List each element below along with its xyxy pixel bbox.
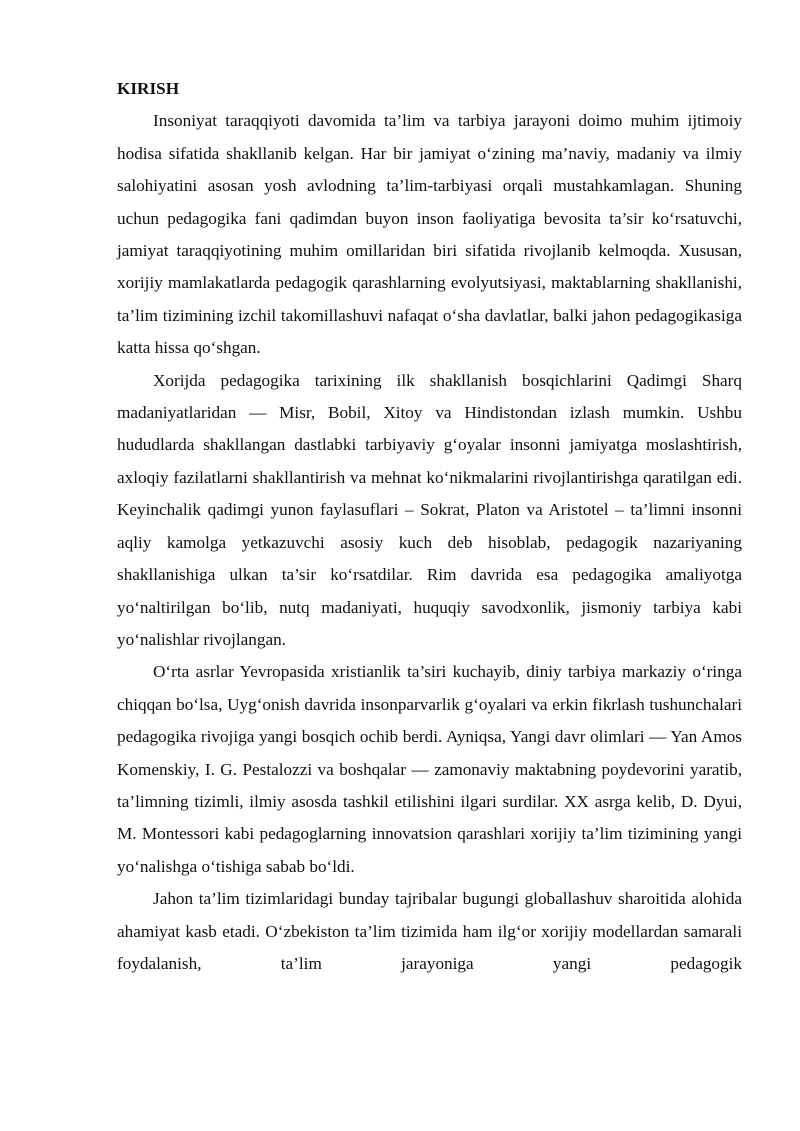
document-page	[117, 73, 742, 980]
paragraph-4: Jahon ta’lim tizimlaridagi bunday tajribalar bugungi globallashuv sharoitida alohida ahamiyat kasb etadi. O‘zbekiston ta’lim tizimida ham ilg‘or xorijiy modellardan samarali foydalanish, ta’lim jarayoniga yangi pedagogik	[117, 889, 742, 973]
paragraph-2: Xorijda pedagogika tarixining ilk shakllanish bosqichlarini Qadimgi Sharq madaniyatlaridan — Misr, Bobil, Xitoy va Hindistondan izlash mumkin. Ushbu hududlarda shakllangan dastlabki tarbiyaviy g‘oyalar insonni jamiyatga moslashtirish, axloqiy fazilatlarni shakllantirish va mehnat ko‘nikmalarini rivojlantirishga qaratilgan edi. Keyinchalik qadimgi yunon faylasuflari – Sokrat, Platon va Aristotel – ta’limni insonni aqliy kamolga yetkazuvchi asosiy kuch deb hisoblab, pedagogik nazariyaning shakllanishiga ulkan ta’sir ko‘rsatdilar. Rim davrida esa pedagogika amaliyotga yo‘naltirilgan bo‘lib, nutq madaniyati, huquqiy savodxonlik, jismoniy tarbiya kabi yo‘nalishlar rivojlangan.	[117, 370, 742, 649]
paragraph-3: O‘rta asrlar Yevropasida xristianlik ta’siri kuchayib, diniy tarbiya markaziy o‘ringa chiqqan bo‘lsa, Uyg‘onish davrida insonparvarlik g‘oyalari va erkin fikrlash tushunchalari pedagogika rivojiga yangi bosqich ochib berdi. Ayniqsa, Yangi davr olimlari — Yan Amos Komenskiy, I. G. Pestalozzi va boshqalar — zamonaviy maktabning poydevorini yaratib, ta’limning tizimli, ilmiy asosda tashkil etilishini ilgari surdilar. XX asrga kelib, D. Dyui, M. Montessori kabi pedagoglarning innovatsion qarashlari xorijiy ta’lim tizimining yangi yo‘nalishga o‘tishiga sabab bo‘ldi.	[117, 662, 742, 876]
section-heading: KIRISH	[117, 79, 180, 98]
paragraph-1: Insoniyat taraqqiyoti davomida ta’lim va tarbiya jarayoni doimo muhim ijtimoiy hodisa sifatida shakllanib kelgan. Har bir jamiyat o‘zining ma’naviy, madaniy va ilmiy salohiyatini asosan yosh avlodning ta’lim-tarbiyasi orqali mustahkamlagan. Shuning uchun pedagogika fani qadimdan buyon inson faoliyatiga bevosita ta’sir ko‘rsatuvchi, jamiyat taraqqiyotining muhim omillaridan biri sifatida rivojlanib kelmoqda. Xususan, xorijiy mamlakatlarda pedagogik qarashlarning evolyutsiyasi, maktablarning shakllanishi, ta’lim tizimining izchil takomillashuvi nafaqat o‘sha davlatlar, balki jahon pedagogikasiga katta hissa qo‘shgan.	[117, 111, 742, 358]
